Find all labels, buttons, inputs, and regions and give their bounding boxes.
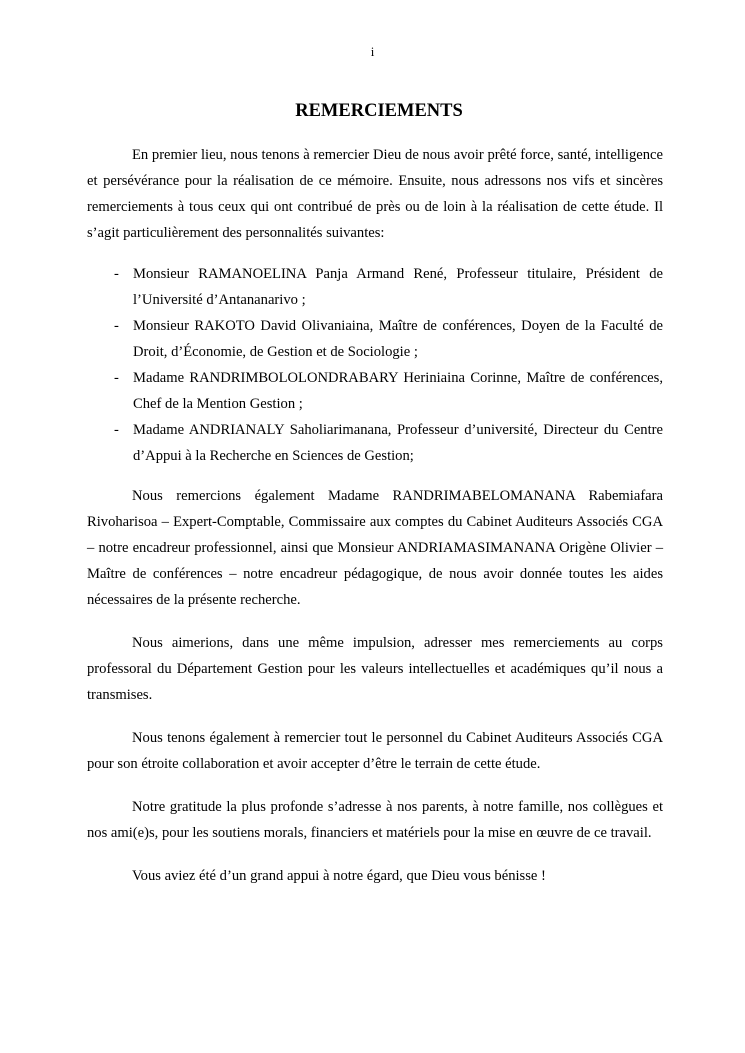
intro-paragraph: En premier lieu, nous tenons à remercier Dieu de nous avoir prêté force, santé, intelligence et persévérance pour la réalisation de ce mémoire. Ensuite, nous adressons nos vifs et sincères remerciements à tous ceux qui ont contribué de près ou de loin à la réalisation de cette étude. Il s’agit particulièrement des personnalités suivantes: <box>87 147 663 241</box>
paragraph-spacer <box>87 777 663 794</box>
body-paragraph: Nous tenons également à remercier tout le personnel du Cabinet Auditeurs Associés CGA pour son étroite collaboration et avoir accepter d’être le terrain de cette étude. <box>87 730 663 772</box>
list-item <box>87 261 663 313</box>
list-item <box>87 365 663 417</box>
list-item-text: Madame ANDRIANALY Saholiarimanana, Professeur d’université, Directeur du Centre d’Appui à la Recherche en Sciences de Gestion; <box>133 422 663 464</box>
list-item <box>87 313 663 365</box>
closing-paragraph: Vous aviez été d’un grand appui à notre égard, que Dieu vous bénisse ! <box>132 868 546 884</box>
bullet-dash: - <box>114 370 119 386</box>
list-item-text: Monsieur RAKOTO David Olivaniaina, Maître de conférences, Doyen de la Faculté de Droit, d’Économie, de Gestion et de Sociologie ; <box>133 318 663 360</box>
bullet-dash: - <box>114 266 119 282</box>
body-paragraph: Notre gratitude la plus profonde s’adresse à nos parents, à notre famille, nos collègues et nos ami(e)s, pour les soutiens morals, financiers et matériels pour la mise en œuvre de ce travail. <box>87 799 663 841</box>
page-content <box>87 98 663 889</box>
page-title: REMERCIEMENTS <box>295 101 463 121</box>
page-number: i <box>370 44 375 59</box>
bullet-dash: - <box>114 422 119 438</box>
bullet-dash: - <box>114 318 119 334</box>
body-paragraph: Nous remercions également Madame RANDRIMABELOMANANA Rabemiafara Rivoharisoa – Expert-Comptable, Commissaire aux comptes du Cabinet Auditeurs Associés CGA – notre encadreur professionnel, ainsi que Monsieur ANDRIAMASIMANANA Origène Olivier – Maître de conférences – notre encadreur pédagogique, de nous avoir donnée toutes les aides nécessaires de la présente recherche. <box>87 488 663 608</box>
list-item-text: Madame RANDRIMBOLOLONDRABARY Heriniaina Corinne, Maître de conférences, Chef de la Mention Gestion ; <box>133 370 663 412</box>
body-paragraph: Nous aimerions, dans une même impulsion, adresser mes remerciements au corps professoral du Département Gestion pour les valeurs intellectuelles et académiques qu’il nous a transmises. <box>87 635 663 703</box>
list-item <box>87 417 663 469</box>
paragraph-spacer <box>87 846 663 863</box>
paragraph-spacer <box>87 708 663 725</box>
list-item-text: Monsieur RAMANOELINA Panja Armand René, Professeur titulaire, Président de l’Université d’Antananarivo ; <box>133 266 663 308</box>
paragraph-spacer <box>87 613 663 630</box>
acknowledged-persons-list <box>87 261 663 469</box>
